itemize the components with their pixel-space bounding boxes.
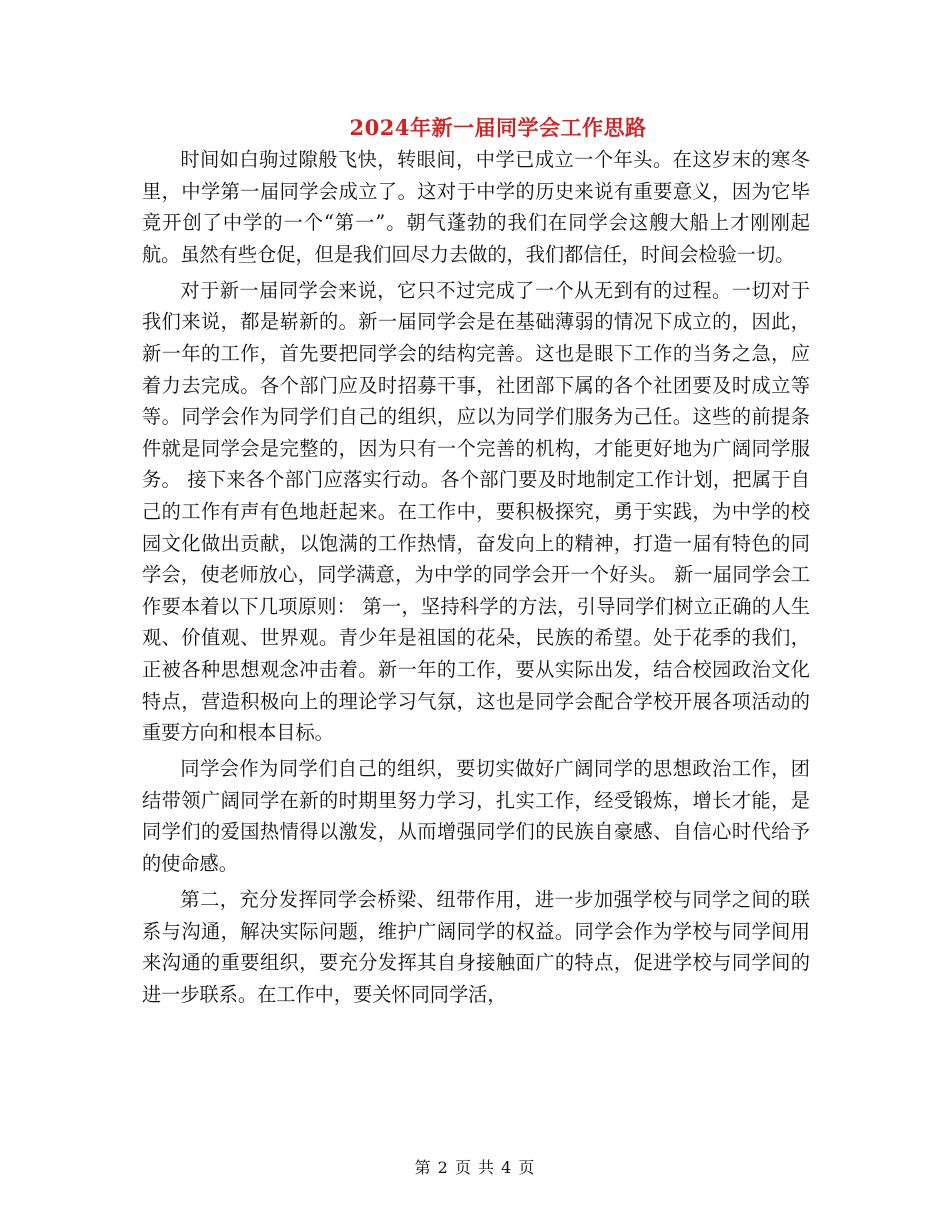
- paragraph-1: 时间如白驹过隙般飞快，转眼间，中学已成立一个年头。在这岁末的寒冬里，中学第一届同学会成立了。这对于中学的历史来说有重要意义，因为它毕竟开创了中学的一个“第一”。朝气蓬勃的我们在同学会这艘大船上才刚刚起航。虽然有些仓促，但是我们回尽力去做的，我们都信任，时间会检验一切。: [142, 148, 810, 266]
- page-footer: 第 2 页 共 4 页: [414, 1158, 536, 1177]
- document-title: 2024年新一届同学会工作思路: [349, 115, 647, 140]
- paragraph-4: 第二，充分发挥同学会桥梁、纽带作用，进一步加强学校与同学之间的联系与沟通，解决实际问题，维护广阔同学的权益。同学会作为学校与同学间用来沟通的重要组织，要充分发挥其自身接触面广的特点，促进学校与同学间的进一步联系。在工作中，要关怀同同学活，: [142, 888, 810, 1006]
- paragraph-3: 同学会作为同学们自己的组织，要切实做好广阔同学的思想政治工作，团结带领广阔同学在新的时期里努力学习，扎实工作，经受锻炼，增长才能，是同学们的爱国热情得以激发，从而增强同学们的民族自豪感、自信心时代给予的使命感。: [142, 757, 810, 876]
- paragraph-2: 对于新一届同学会来说，它只不过完成了一个从无到有的过程。一切对于我们来说，都是崭新的。新一届同学会是在基础薄弱的情况下成立的，因此，新一年的工作，首先要把同学会的结构完善。这也是眼下工作的当务之急，应着力去完成。各个部门应及时招募干事，社团部下属的各个社团要及时成立等等。同学会作为同学们自己的组织，应以为同学们服务为己任。这些的前提条件就是同学会是完整的，因为只有一个完善的机构，才能更好地为广阔同学服务。 接下来各个部门应落实行动。各个部门要及时地制定工作计划，把属于自己的工作有声有色地赶起来。在工作中，要积极探究，勇于实践，为中学的校园文化做出贡献，以饱满的工作热情，奋发向上的精神，打造一届有特色的同学会，使老师放心，同学满意，为中学的同学会开一个好头。 新一届同学会工作要本着以下几项原则： 第一，坚持科学的方法，引导同学们树立正确的人生观、价值观、世界观。青少年是祖国的花朵，民族的希望。处于花季的我们，正被各种思想观念冲击着。新一年的工作，要从实际出发，结合校园政治文化特点，营造积极向上的理论学习气氛，这也是同学会配合学校开展各项活动的重要方向和根本目标。: [142, 278, 810, 745]
- document-body: [142, 144, 810, 1015]
